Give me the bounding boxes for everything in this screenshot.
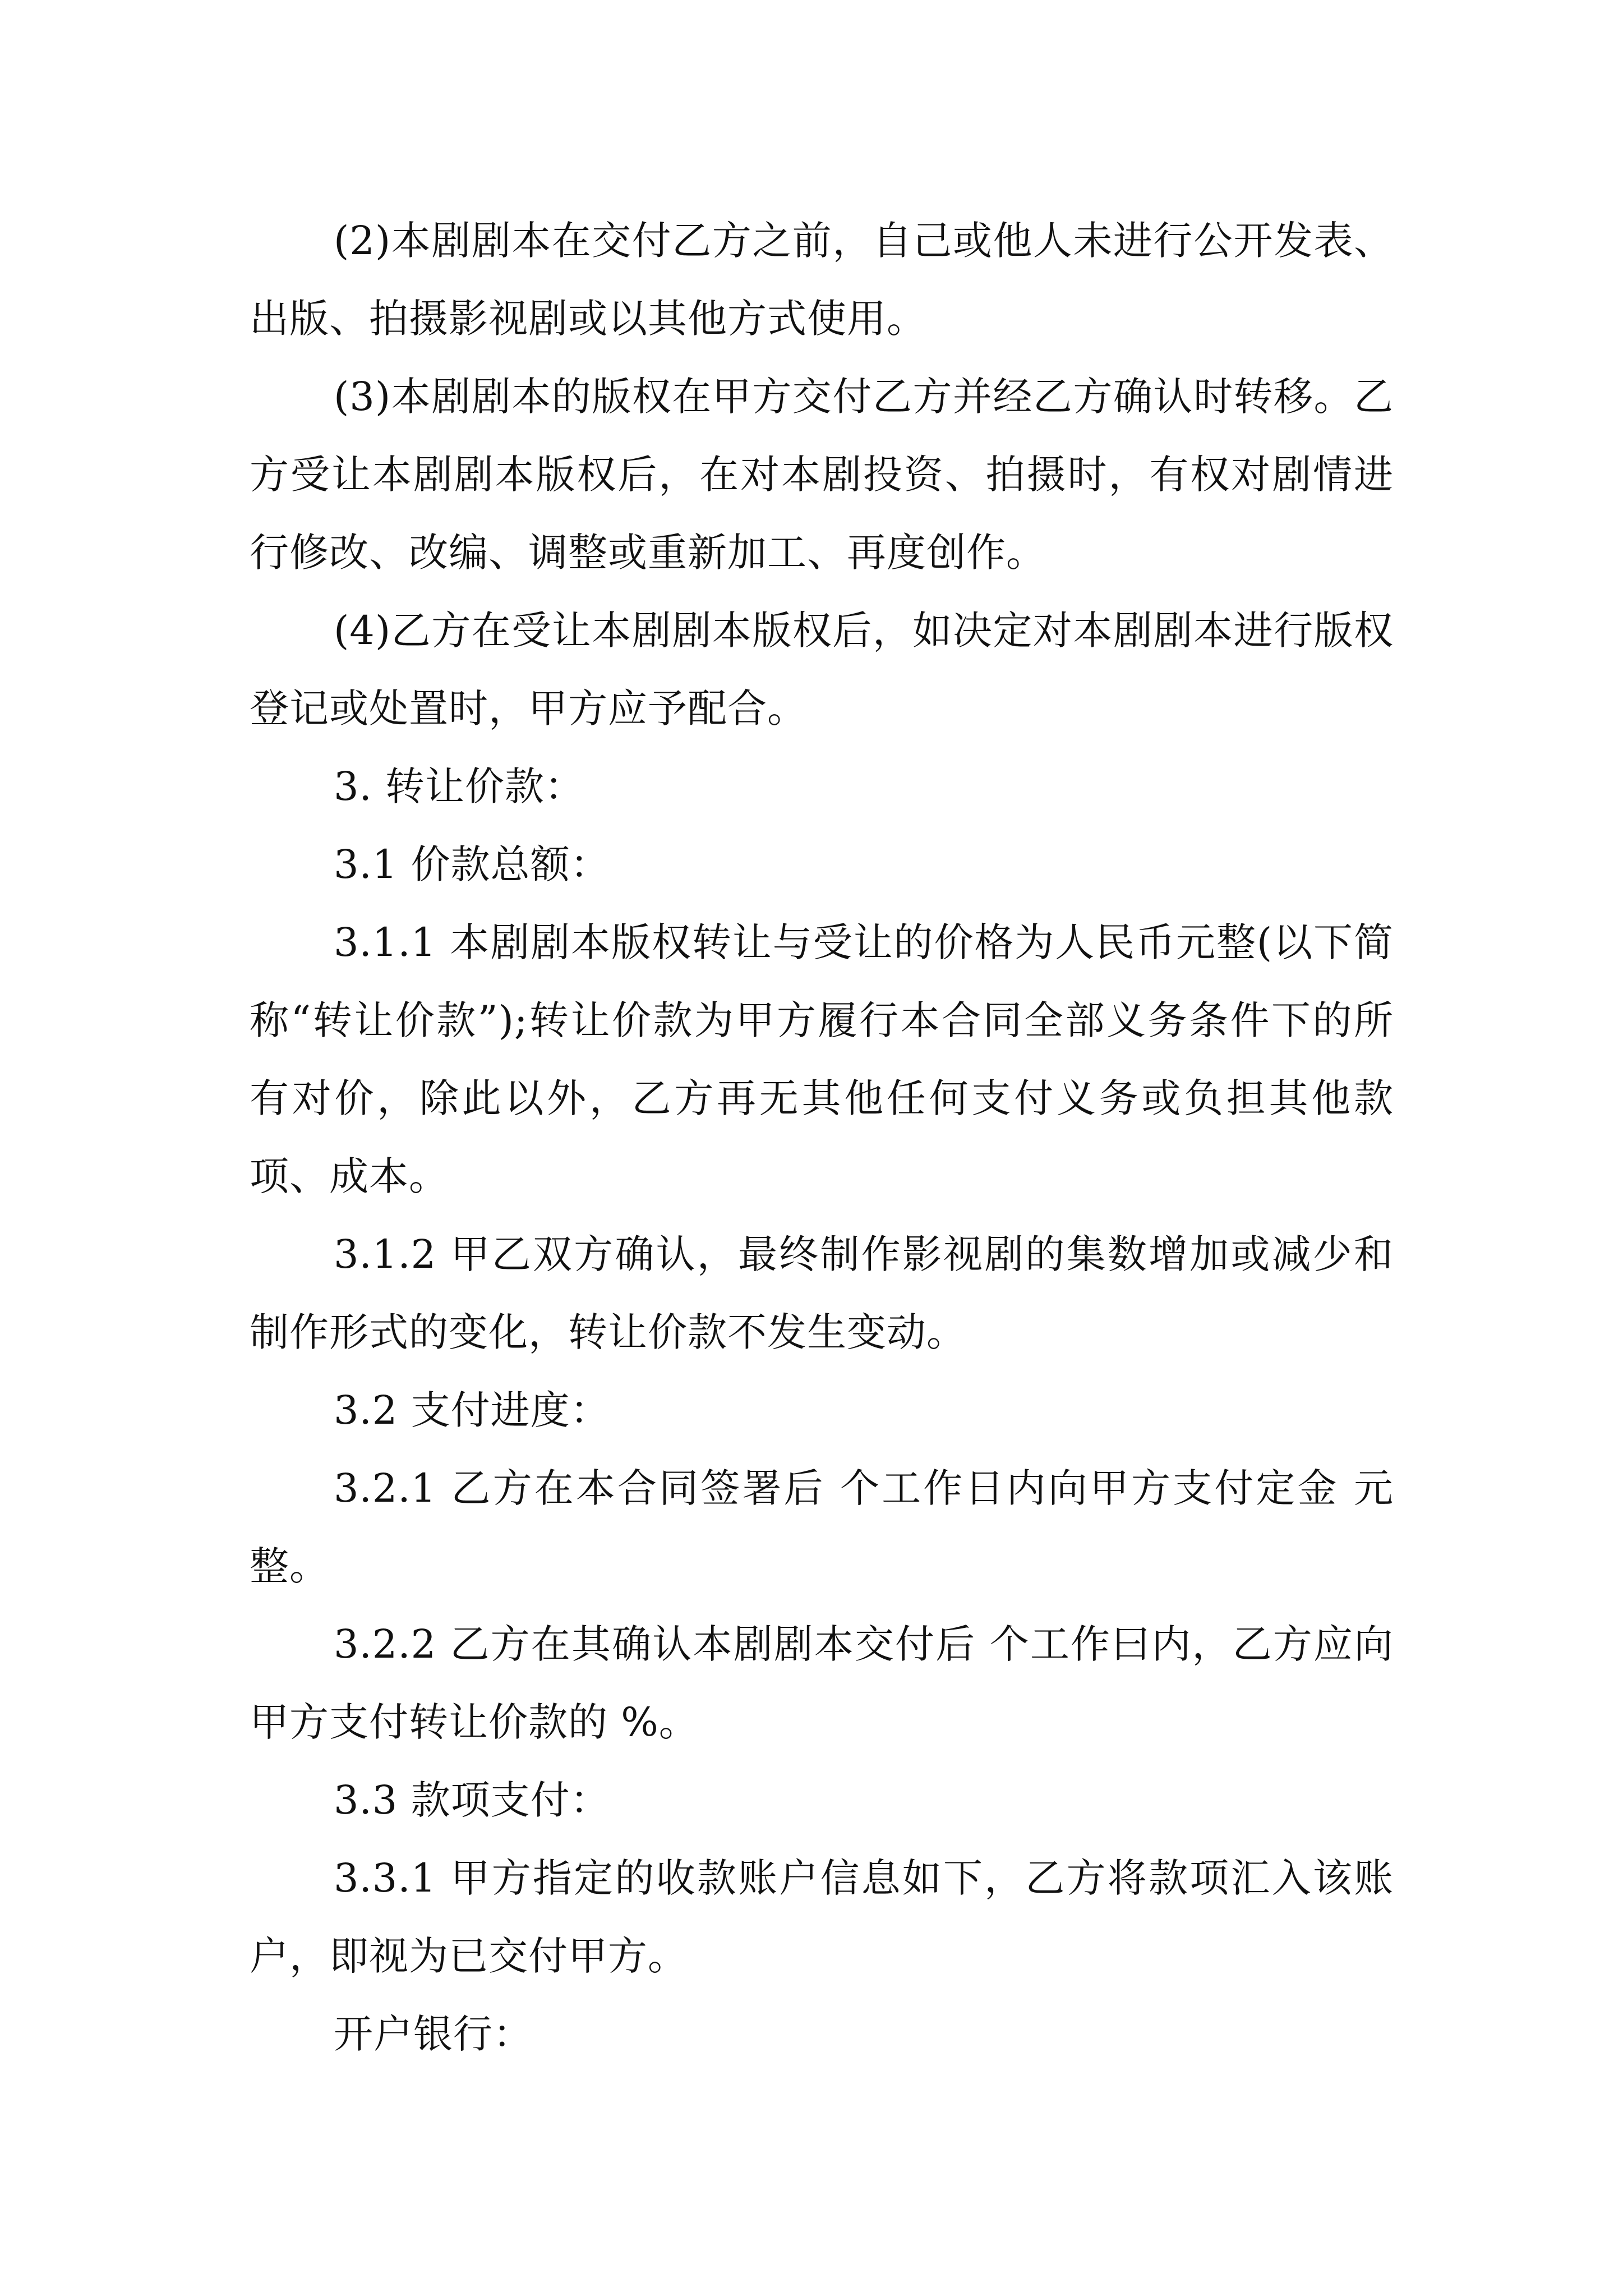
clause-3-3-1-paragraph: 3.3.1 甲方指定的收款账户信息如下，乙方将款项汇入该账户，即视为已交付甲方。 bbox=[250, 1855, 1394, 1979]
clause-3-1-2-paragraph: 3.1.2 甲乙双方确认，最终制作影视剧的集数增加或减少和制作形式的变化，转让价款不发生变动。 bbox=[250, 1231, 1394, 1355]
clause-3-1-1-paragraph: 3.1.1 本剧剧本版权转让与受让的价格为人民币元整(以下简称“转让价款”);转让价款为甲方履行本合同全部义务条件下的所有对价，除此以外，乙方再无其他任何支付义务或负担其他款项、成本。 bbox=[250, 919, 1394, 1199]
bank-label: 开户银行： bbox=[334, 2011, 533, 2057]
section-3-1-heading: 3.1 价款总额： bbox=[334, 841, 610, 887]
clause-4-paragraph: (4)乙方在受让本剧剧本版权后，如决定对本剧剧本进行版权登记或处置时，甲方应予配合。 bbox=[250, 608, 1394, 731]
clause-3-paragraph: (3)本剧剧本的版权在甲方交付乙方并经乙方确认时转移。乙方受让本剧剧本版权后，在对本剧投资、拍摄时，有权对剧情进行修改、改编、调整或重新加工、再度创作。 bbox=[250, 374, 1394, 576]
section-3-3-heading: 3.3 款项支付： bbox=[334, 1777, 610, 1823]
section-3-2-heading: 3.2 支付进度： bbox=[334, 1387, 610, 1433]
document-body bbox=[250, 202, 1394, 2073]
clause-2-paragraph: (2)本剧剧本在交付乙方之前，自己或他人未进行公开发表、出版、拍摄影视剧或以其他方式使用。 bbox=[250, 218, 1394, 342]
clause-3-2-1-paragraph: 3.2.1 乙方在本合同签署后 个工作日内向甲方支付定金 元整。 bbox=[250, 1465, 1394, 1589]
section-3-heading: 3. 转让价款： bbox=[334, 763, 585, 809]
clause-3-2-2-paragraph: 3.2.2 乙方在其确认本剧剧本交付后 个工作曰内，乙方应向甲方支付转让价款的 %。 bbox=[250, 1621, 1394, 1745]
